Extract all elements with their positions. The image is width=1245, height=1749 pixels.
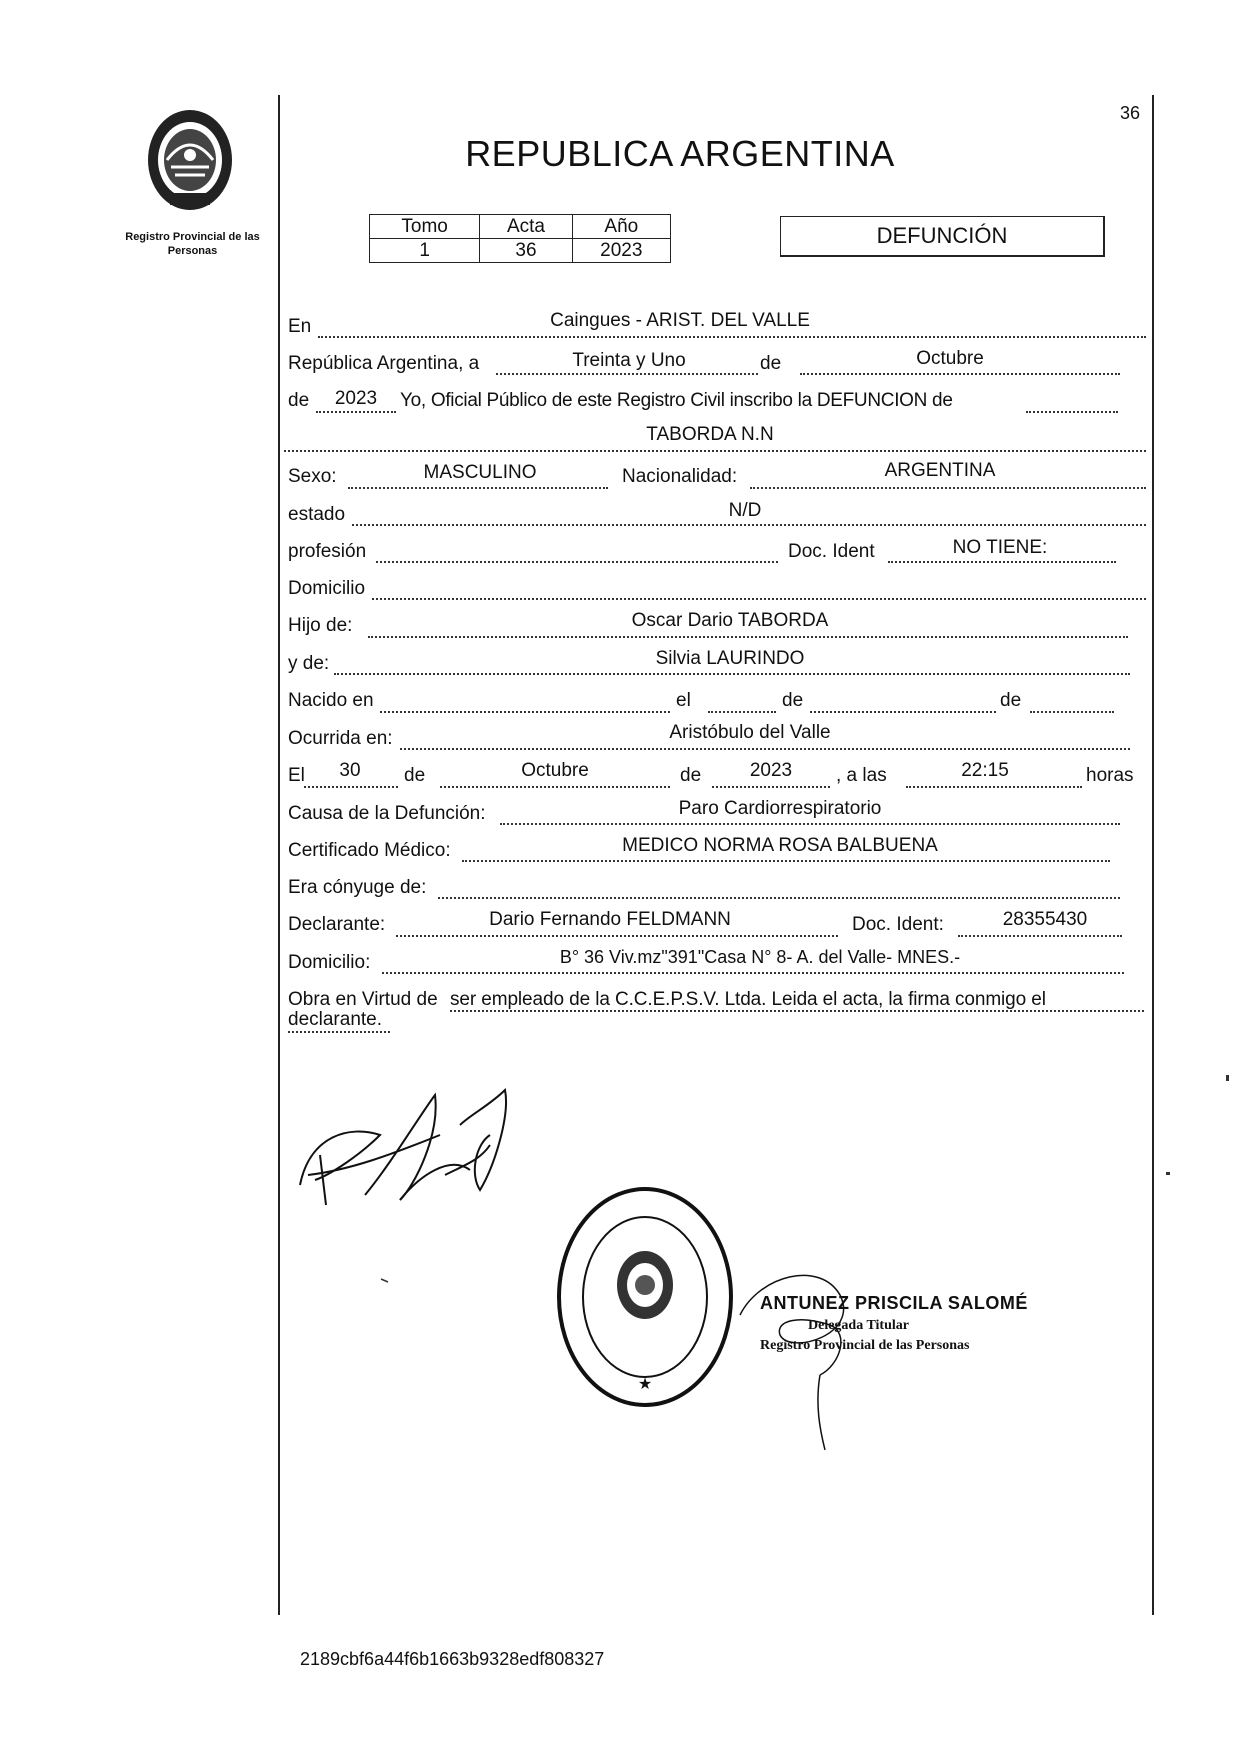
label-horas: horas: [1086, 765, 1134, 786]
dotline-defuncion: [1026, 411, 1118, 413]
dotline-certificado: [462, 860, 1110, 862]
value-doc-ident: NO TIENE:: [952, 537, 1048, 558]
document-hash: 2189cbf6a44f6b1663b9328edf808327: [300, 1649, 605, 1669]
dotline-nombre: [284, 450, 1146, 452]
registry-caption: Registro Provincial de las Personas: [125, 231, 260, 257]
label-causa: Causa de la Defunción:: [288, 803, 486, 824]
value-dia: 30: [339, 760, 361, 781]
value-dia-letras: Treinta y Uno: [572, 350, 686, 371]
label-de-1: de: [760, 353, 782, 374]
label-domicilio-2: Domicilio:: [288, 952, 371, 973]
dotline-nacido-mes: [810, 711, 996, 713]
right-frame-line: [1152, 95, 1154, 1615]
value-anio: 2023: [334, 388, 378, 409]
province-emblem: [135, 105, 245, 215]
dotline-nacido-dia: [708, 711, 776, 713]
declarant-signature: [290, 1075, 550, 1215]
dotline-nacido-anio: [1030, 711, 1114, 713]
left-frame-line: [278, 95, 280, 1615]
acta-value: 36: [480, 239, 572, 263]
province-seal-icon: [135, 105, 245, 215]
value-domicilio-declarante: B° 36 Viv.mz"391"Casa N° 8- A. del Valle- MNES.-: [559, 947, 961, 967]
dotline-domicilio: [372, 598, 1146, 600]
label-de-5: de: [404, 765, 426, 786]
label-de-3: de: [782, 690, 804, 711]
dotline-estado: [352, 524, 1146, 526]
obra-text-2: declarante.: [288, 1009, 383, 1030]
dotline-obra: [450, 1010, 1144, 1012]
label-conyuge: Era cónyuge de:: [288, 877, 427, 898]
value-nombre: TABORDA N.N: [646, 424, 774, 445]
label-nacionalidad: Nacionalidad:: [622, 466, 738, 487]
dotline-domicilio-2: [382, 972, 1124, 974]
value-causa: Paro Cardiorrespiratorio: [678, 798, 882, 819]
margin-mark-2: [1166, 1172, 1170, 1175]
label-de-2: de: [288, 390, 310, 411]
value-certificado: MEDICO NORMA ROSA BALBUENA: [622, 835, 938, 856]
dotline-profesion: [376, 561, 778, 563]
registry-table-header: [370, 215, 671, 239]
official-signature-icon: [730, 1255, 900, 1455]
tomo-value: 1: [370, 239, 480, 263]
label-obra-prefix: Obra en Virtud de: [288, 989, 438, 1010]
label-sexo: Sexo:: [288, 466, 337, 487]
page-number: 36: [1120, 103, 1141, 123]
anio-value: 2023: [572, 239, 670, 263]
value-declarante: Dario Fernando FELDMANN: [489, 909, 731, 930]
obra-text: ser empleado de la C.C.E.P.S.V. Ltda. Leida el acta, la firma conmigo el: [450, 989, 1046, 1010]
label-certificado: Certificado Médico:: [288, 840, 451, 861]
label-profesion: profesión: [288, 541, 367, 562]
registry-table-values: [370, 239, 671, 263]
dotline-padre: [368, 636, 1128, 638]
dotline-anio2: [712, 786, 830, 788]
label-domicilio: Domicilio: [288, 578, 366, 599]
value-hora: 22:15: [961, 760, 1009, 781]
dotline-nacido: [380, 711, 670, 713]
stamp-icon: [555, 1185, 735, 1410]
act-type-box: DEFUNCIÓN: [780, 216, 1105, 257]
label-a-las: , a las: [836, 765, 887, 786]
dotline-ocurrida: [400, 748, 1130, 750]
dotline-en: [318, 336, 1146, 338]
label-hijo-de: Hijo de:: [288, 615, 353, 636]
label-de-4: de: [1000, 690, 1022, 711]
dotline-conyuge: [438, 897, 1120, 899]
label-en: En: [288, 316, 312, 337]
registry-table: [369, 214, 671, 263]
dotline-dia-num: [304, 786, 398, 788]
official-role: Delegada Titular: [808, 1318, 909, 1333]
stray-mark: [380, 1270, 390, 1276]
value-estado: N/D: [728, 500, 762, 521]
official-stamp: [555, 1185, 735, 1410]
label-ocurrida-en: Ocurrida en:: [288, 728, 393, 749]
dotline-obra-2: [288, 1031, 390, 1033]
label-y-de: y de:: [288, 653, 330, 674]
official-name: ANTUNEZ PRISCILA SALOMÉ: [760, 1293, 1028, 1313]
anio-header: Año: [572, 215, 670, 239]
value-mes: Octubre: [916, 348, 984, 369]
dotline-nacionalidad: [750, 487, 1146, 489]
dotline-anio: [316, 411, 396, 413]
page-title: REPUBLICA ARGENTINA: [465, 133, 895, 174]
label-doc-ident: Doc. Ident: [788, 541, 875, 562]
dotline-hora: [906, 786, 1082, 788]
official-org: Registro Provincial de las Personas: [760, 1338, 970, 1353]
value-ocurrida: Aristóbulo del Valle: [669, 722, 831, 743]
value-madre: Silvia LAURINDO: [655, 648, 805, 669]
svg-text:★: ★: [637, 1376, 653, 1393]
signature-icon: [290, 1075, 550, 1215]
dotline-declarante: [396, 935, 838, 937]
label-doc-ident-2: Doc. Ident:: [852, 914, 944, 935]
official-signature: [730, 1255, 900, 1455]
dotline-doc-ident: [888, 561, 1116, 563]
dotline-causa: [500, 823, 1120, 825]
value-lugar: Caingues - ARIST. DEL VALLE: [550, 310, 810, 331]
value-anio2: 2023: [749, 760, 793, 781]
label-yo-oficial: Yo, Oficial Público de este Registro Civil inscribo la DEFUNCION de: [400, 390, 953, 411]
value-mes2: Octubre: [521, 760, 589, 781]
margin-mark-1: [1226, 1075, 1229, 1081]
value-nacionalidad: ARGENTINA: [884, 460, 996, 481]
value-padre: Oscar Dario TABORDA: [631, 610, 829, 631]
dotline-dia: [496, 373, 758, 375]
value-doc-declarante: 28355430: [1002, 909, 1088, 930]
label-estado: estado: [288, 504, 346, 525]
label-el: el: [676, 690, 691, 711]
dotline-madre: [334, 673, 1130, 675]
label-nacido-en: Nacido en: [288, 690, 374, 711]
dotline-mes: [800, 373, 1120, 375]
label-de-6: de: [680, 765, 702, 786]
label-el-cap: El: [288, 765, 305, 786]
dotline-sexo: [348, 487, 608, 489]
tomo-header: Tomo: [370, 215, 480, 239]
dotline-doc-declarante: [958, 935, 1122, 937]
label-republica: República Argentina, a: [288, 353, 480, 374]
label-declarante: Declarante:: [288, 914, 386, 935]
dotline-mes2: [440, 786, 670, 788]
acta-header: Acta: [480, 215, 572, 239]
value-sexo: MASCULINO: [423, 462, 537, 483]
